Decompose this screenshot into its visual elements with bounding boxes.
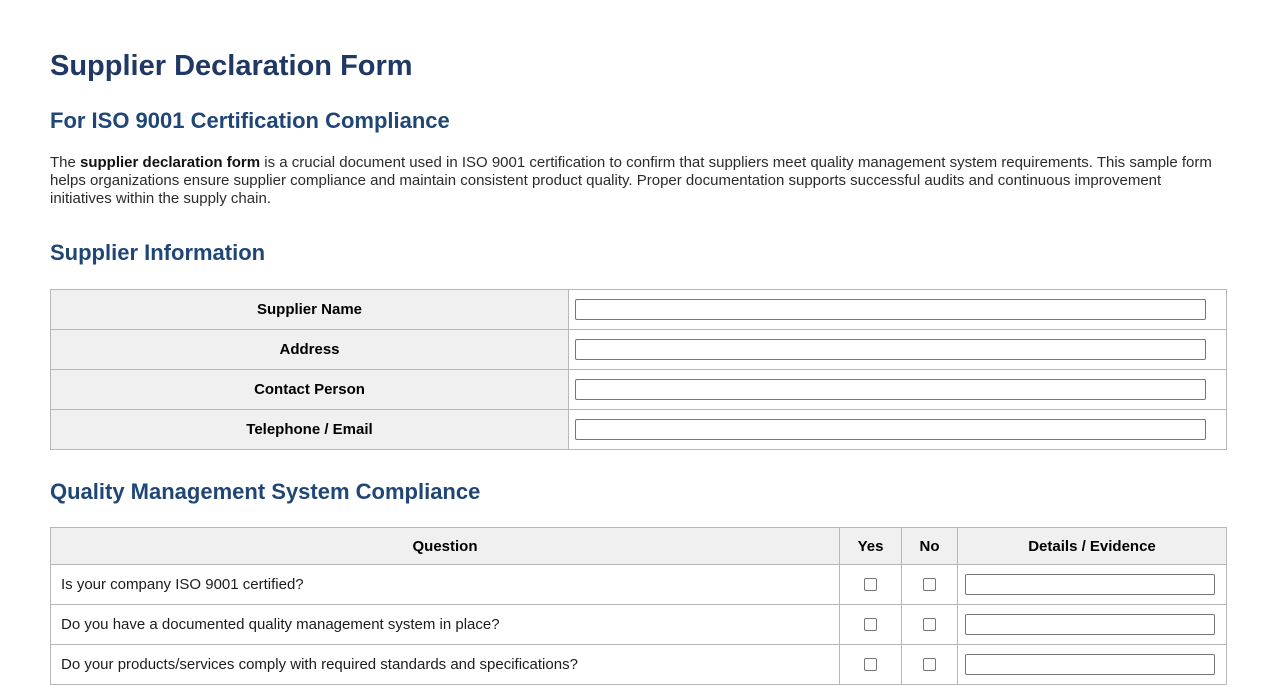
address-input[interactable] — [575, 339, 1206, 360]
field-label-address: Address — [51, 330, 569, 370]
no-cell — [902, 565, 958, 605]
details-cell — [958, 565, 1227, 605]
no-checkbox[interactable] — [923, 578, 936, 591]
details-cell — [958, 605, 1227, 645]
field-value-cell — [569, 290, 1227, 330]
qms-header-row — [51, 528, 1227, 565]
section-heading-supplier-information: Supplier Information — [50, 240, 266, 265]
intro-text-prefix: The — [50, 154, 81, 171]
field-label-supplier-name: Supplier Name — [51, 290, 569, 330]
table-row-telephone-email — [51, 410, 1227, 450]
qms-compliance-table — [50, 527, 1227, 685]
table-row-contact-person — [51, 370, 1227, 410]
no-cell — [902, 645, 958, 685]
yes-checkbox[interactable] — [864, 658, 877, 671]
no-cell — [902, 605, 958, 645]
yes-checkbox[interactable] — [864, 578, 877, 591]
question-text: Do you have a documented quality management system in place? — [51, 605, 840, 645]
field-value-cell — [569, 330, 1227, 370]
intro-paragraph — [50, 154, 1227, 208]
supplier-name-input[interactable] — [575, 299, 1206, 320]
details-cell — [958, 645, 1227, 685]
column-header-no: No — [902, 528, 958, 565]
yes-checkbox[interactable] — [864, 618, 877, 631]
details-input[interactable] — [965, 574, 1215, 595]
column-header-question: Question — [51, 528, 840, 565]
table-row-address — [51, 330, 1227, 370]
section-heading-qms-compliance: Quality Management System Compliance — [50, 479, 481, 504]
no-checkbox[interactable] — [923, 658, 936, 671]
question-text: Do your products/services comply with required standards and specifications? — [51, 645, 840, 685]
field-value-cell — [569, 370, 1227, 410]
qms-row-iso-certified — [51, 565, 1227, 605]
yes-cell — [840, 645, 902, 685]
qms-row-documented-qms — [51, 605, 1227, 645]
column-header-yes: Yes — [840, 528, 902, 565]
intro-text-rest: is a crucial document used in ISO 9001 certification to confirm that suppliers meet quality management system requirements. This sample form helps organizations ensure supplier compliance and maintain consistent product quality. Proper documentation supports successful audits and continuous improvement initiatives within the supply chain. — [50, 154, 1212, 207]
supplier-info-table — [50, 289, 1227, 450]
yes-cell — [840, 605, 902, 645]
field-value-cell — [569, 410, 1227, 450]
no-checkbox[interactable] — [923, 618, 936, 631]
field-label-contact-person: Contact Person — [51, 370, 569, 410]
column-header-details-evidence: Details / Evidence — [958, 528, 1227, 565]
telephone-email-input[interactable] — [575, 419, 1206, 440]
page-subtitle: For ISO 9001 Certification Compliance — [50, 108, 450, 133]
details-input[interactable] — [965, 654, 1215, 675]
question-text: Is your company ISO 9001 certified? — [51, 565, 840, 605]
table-row-supplier-name — [51, 290, 1227, 330]
yes-cell — [840, 565, 902, 605]
intro-bold-term: supplier declaration form — [80, 154, 261, 171]
details-input[interactable] — [965, 614, 1215, 635]
qms-row-standards-compliance — [51, 645, 1227, 685]
contact-person-input[interactable] — [575, 379, 1206, 400]
field-label-telephone-email: Telephone / Email — [51, 410, 569, 450]
page-title: Supplier Declaration Form — [50, 50, 413, 82]
